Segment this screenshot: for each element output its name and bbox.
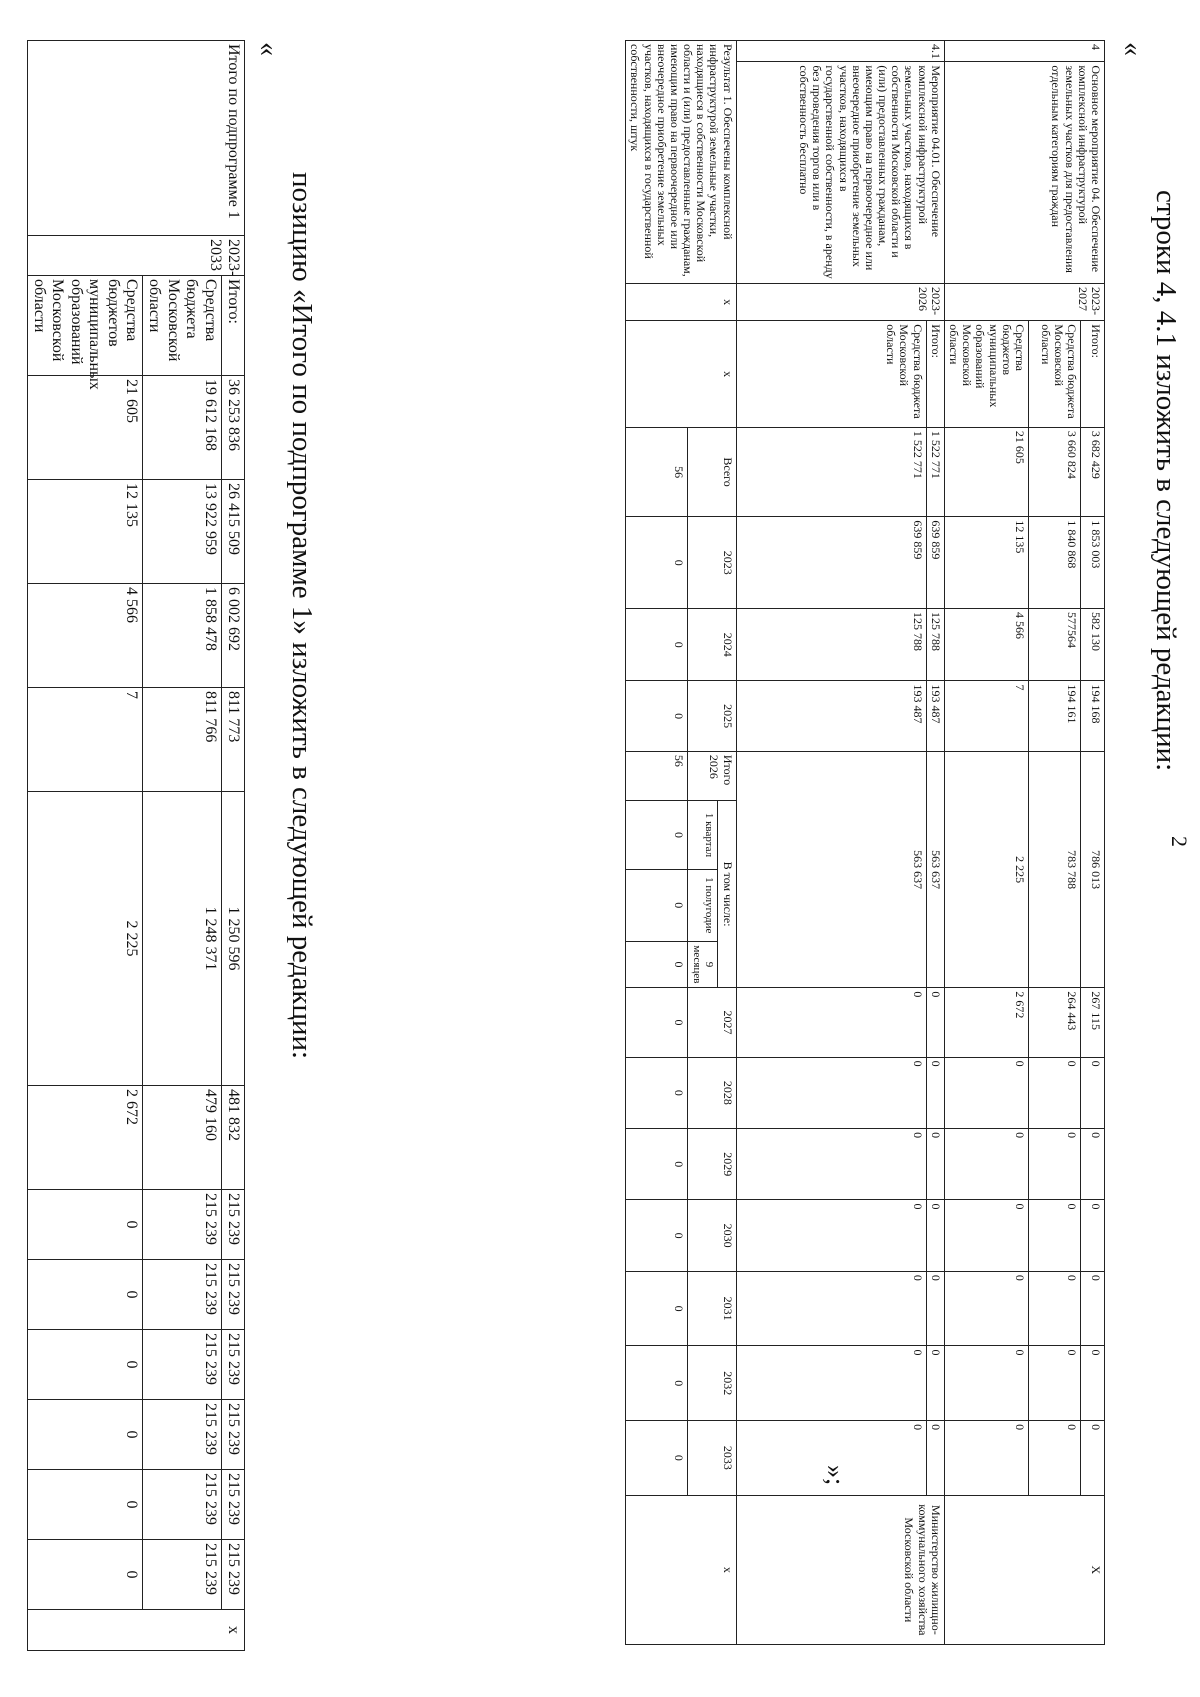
table-row (1081, 41, 1105, 1645)
cell-2032: 0 (1029, 1346, 1081, 1421)
cell-2024: 125 788 (736, 609, 926, 681)
subprogram-total-table (27, 40, 245, 1651)
cell-2023: 12 135 (27, 480, 142, 584)
val-9-months: 0 (626, 941, 688, 988)
cell-2029: 0 (1029, 1129, 1081, 1200)
cell-2031: 215 239 (221, 1400, 244, 1470)
cell-2033: 0 (1029, 1421, 1081, 1496)
cell-2031: 0 (926, 1271, 944, 1346)
row-name: Основное мероприятие 04. Обеспечение комплексной инфраструктурой земельных участков для предоставления отдельным категориям граждан (944, 62, 1104, 284)
cell-2025: 193 487 (736, 681, 926, 751)
cell-2024: 6 002 692 (221, 584, 244, 688)
cell-2029: 0 (944, 1129, 1028, 1200)
cell-2025: 194 168 (1081, 681, 1105, 751)
cell-2028: 0 (27, 1190, 142, 1260)
cell-2032: 0 (736, 1346, 926, 1421)
cell-2026: 563 637 (736, 751, 926, 988)
cell-2033: 215 239 (143, 1540, 222, 1610)
cell-2026: 563 637 (926, 751, 944, 988)
hdr-2024: 2024 (687, 609, 736, 681)
cell-2028: 0 (926, 1057, 944, 1128)
cell-2032: 0 (27, 1470, 142, 1540)
cell-2029: 0 (736, 1129, 926, 1200)
cell-2033: 0 (27, 1540, 142, 1610)
heading-rows-4: строки 4, 4.1 изложить в следующей редакции: (1150, 190, 1182, 772)
hdr-2027: 2027 (687, 988, 736, 1057)
table-row (143, 41, 222, 1651)
cell-2024: 125 788 (926, 609, 944, 681)
cell-2025: 194 161 (1029, 681, 1081, 751)
val-itogo-2026: 56 (626, 751, 688, 800)
row-period: 2023-2027 (944, 283, 1104, 320)
val-2027: 0 (626, 988, 688, 1057)
val-half-year: 0 (626, 870, 688, 941)
hdr-total: Всего (687, 427, 736, 517)
row-executor: Министерство жилищно-коммунального хозяйства Московской области (736, 1495, 944, 1644)
cell-2025: 7 (27, 688, 142, 792)
cell-2030: 215 239 (221, 1330, 244, 1400)
cell-2027: 0 (736, 988, 926, 1057)
cell-2024: 582 130 (1081, 609, 1105, 681)
cell-2033: 0 (736, 1421, 926, 1496)
cell-2030: 0 (926, 1200, 944, 1271)
heading-total: позицию «Итого по подпрограмме 1» изложить в следующей редакции: (286, 172, 318, 1060)
cell-2032: 215 239 (221, 1470, 244, 1540)
cell-2026: 2 225 (27, 792, 142, 1086)
cell-2027: 2 672 (27, 1086, 142, 1190)
cell-2024: 4 566 (944, 609, 1028, 681)
val-2031: 0 (626, 1271, 688, 1346)
cell-2024: 4 566 (27, 584, 142, 688)
hdr-including: В том числе: (717, 800, 736, 988)
open-quote-2: « (253, 42, 284, 56)
page-number: 2 (1167, 836, 1192, 847)
cell-2025: 193 487 (926, 681, 944, 751)
source-label: Итого: (926, 321, 944, 428)
val-2023: 0 (626, 517, 688, 609)
cell-2033: 0 (1081, 1421, 1105, 1496)
cell-2028: 0 (944, 1057, 1028, 1128)
val-2030: 0 (626, 1200, 688, 1271)
hdr-2025: 2025 (687, 681, 736, 751)
cell-2030: 0 (1081, 1200, 1105, 1271)
cell-2025: 7 (944, 681, 1028, 751)
cell-2023: 639 859 (926, 517, 944, 609)
hdr-2032: 2032 (687, 1346, 736, 1421)
cell-2023: 26 415 509 (221, 480, 244, 584)
cell-2023: 1 840 868 (1029, 517, 1081, 609)
cell-2033: 0 (944, 1421, 1028, 1496)
cell-2030: 0 (736, 1200, 926, 1271)
cell-2029: 215 239 (221, 1260, 244, 1330)
val-2033: 0 (626, 1421, 688, 1496)
table-row (221, 41, 244, 1651)
cell-2023: 639 859 (736, 517, 926, 609)
cell-2025: 811 773 (221, 688, 244, 792)
cell-2023: 13 922 959 (143, 480, 222, 584)
cell-2029: 0 (926, 1129, 944, 1200)
cell-2027: 481 832 (221, 1086, 244, 1190)
cell-2029: 0 (27, 1260, 142, 1330)
hdr-itogo-2026: Итого 2026 (687, 751, 736, 800)
cell-total: 21 605 (27, 376, 142, 480)
cell-2028: 0 (1081, 1057, 1105, 1128)
hdr-quarter-1: 1 квартал (687, 800, 717, 869)
cell-2026: 783 788 (1029, 751, 1081, 988)
cell-2031: 215 239 (143, 1400, 222, 1470)
hdr-2023: 2023 (687, 517, 736, 609)
table-row (717, 41, 736, 1645)
cell-2028: 0 (1029, 1057, 1081, 1128)
row-period: 2023-2026 (736, 283, 944, 320)
source-label: Средства бюджета Московской области (1029, 321, 1081, 428)
hdr-2030: 2030 (687, 1200, 736, 1271)
source-label: Средства бюджета Московской области (143, 276, 222, 376)
result-source: x (626, 321, 737, 428)
cell-2026: 2 225 (944, 751, 1028, 988)
cell-total: 1 522 771 (926, 427, 944, 517)
cell-2031: 0 (1029, 1271, 1081, 1346)
cell-2023: 1 853 003 (1081, 517, 1105, 609)
cell-total: 19 612 168 (143, 376, 222, 480)
cell-2027: 479 160 (143, 1086, 222, 1190)
cell-2028: 215 239 (143, 1190, 222, 1260)
table-row (27, 41, 142, 1651)
row-number: 4.1 (736, 41, 944, 62)
cell-total: 21 605 (944, 427, 1028, 517)
cell-total: 36 253 836 (221, 376, 244, 480)
result-name: Результат 1. Обеспечены комплексной инфраструктурой земельные участки, находящиеся в собственности Московской области и (или) предоставленные гражданам, имеющим право на первоочередное или внеочередное приобретение земельных участков, находящихся в государственной собственности, штук (626, 41, 737, 284)
cell-2027: 2 672 (944, 988, 1028, 1057)
hdr-2033: 2033 (687, 1421, 736, 1496)
open-quote-1: « (1117, 42, 1148, 56)
cell-2030: 0 (27, 1330, 142, 1400)
cell-2024: 1 858 478 (143, 584, 222, 688)
cell-2030: 215 239 (143, 1330, 222, 1400)
cell-2024: 577564 (1029, 609, 1081, 681)
hdr-2031: 2031 (687, 1271, 736, 1346)
cell-2030: 0 (944, 1200, 1028, 1271)
source-label: Средства бюджета Московской области (736, 321, 926, 428)
cell-total: 3 682 429 (1081, 427, 1105, 517)
cell-2027: 0 (926, 988, 944, 1057)
hdr-9-months: 9 месяцев (687, 941, 717, 988)
source-label: Средства бюджетов муниципальных образований Московской области (944, 321, 1028, 428)
val-2025: 0 (626, 681, 688, 751)
source-label: Итого: (1081, 321, 1105, 428)
total-name: Итого по подпрограмме 1 (27, 41, 244, 236)
cell-2029: 0 (1081, 1129, 1105, 1200)
val-2032: 0 (626, 1346, 688, 1421)
cell-2031: 0 (944, 1271, 1028, 1346)
close-quote: »; (821, 1465, 850, 1486)
cell-2029: 215 239 (143, 1260, 222, 1330)
cell-2026: 1 248 371 (143, 792, 222, 1086)
source-label: Средства бюджетов муниципальных образований Московской области (27, 276, 142, 376)
cell-2030: 0 (1029, 1200, 1081, 1271)
result-period: x (626, 283, 737, 320)
val-2024: 0 (626, 609, 688, 681)
cell-2031: 0 (27, 1400, 142, 1470)
cell-2032: 0 (926, 1346, 944, 1421)
hdr-2028: 2028 (687, 1057, 736, 1128)
cell-2031: 0 (736, 1271, 926, 1346)
cell-2032: 0 (1081, 1346, 1105, 1421)
cell-2025: 811 766 (143, 688, 222, 792)
program-table (625, 40, 1105, 1645)
cell-2031: 0 (1081, 1271, 1105, 1346)
total-period: 2023-2033 (27, 236, 244, 276)
cell-2028: 0 (736, 1057, 926, 1128)
cell-total: 1 522 771 (736, 427, 926, 517)
cell-2026: 1 250 596 (221, 792, 244, 1086)
hdr-2029: 2029 (687, 1129, 736, 1200)
row-executor: X (944, 1495, 1104, 1644)
val-total: 56 (626, 427, 688, 517)
val-quarter-1: 0 (626, 800, 688, 869)
cell-2028: 215 239 (221, 1190, 244, 1260)
hdr-half-year: 1 полугодие (687, 870, 717, 941)
cell-2033: 0 (926, 1421, 944, 1496)
cell-2027: 264 443 (1029, 988, 1081, 1057)
cell-2032: 0 (944, 1346, 1028, 1421)
row-name: Мероприятие 04.01. Обеспечение комплексной инфраструктурой земельных участков, находящихся в собственности Московской области и (или) предоставленных гражданам, имеющим право на первоочередное или внеочередное приобретение земельных участков, находящихся в государственной собственности, в аренду без проведения торгов или в собственность бесплатно (736, 62, 944, 284)
cell-2026: 786 013 (1081, 751, 1105, 988)
cell-2023: 12 135 (944, 517, 1028, 609)
val-2029: 0 (626, 1129, 688, 1200)
result-executor: x (626, 1495, 737, 1644)
cell-2027: 267 115 (1081, 988, 1105, 1057)
val-2028: 0 (626, 1057, 688, 1128)
table-row (926, 41, 944, 1645)
row-number: 4 (944, 41, 1104, 62)
source-label: Итого: (221, 276, 244, 376)
cell-2032: 215 239 (143, 1470, 222, 1540)
cell-total: 3 660 824 (1029, 427, 1081, 517)
cell-2033: 215 239 (221, 1540, 244, 1610)
total-executor: x (27, 1610, 244, 1651)
